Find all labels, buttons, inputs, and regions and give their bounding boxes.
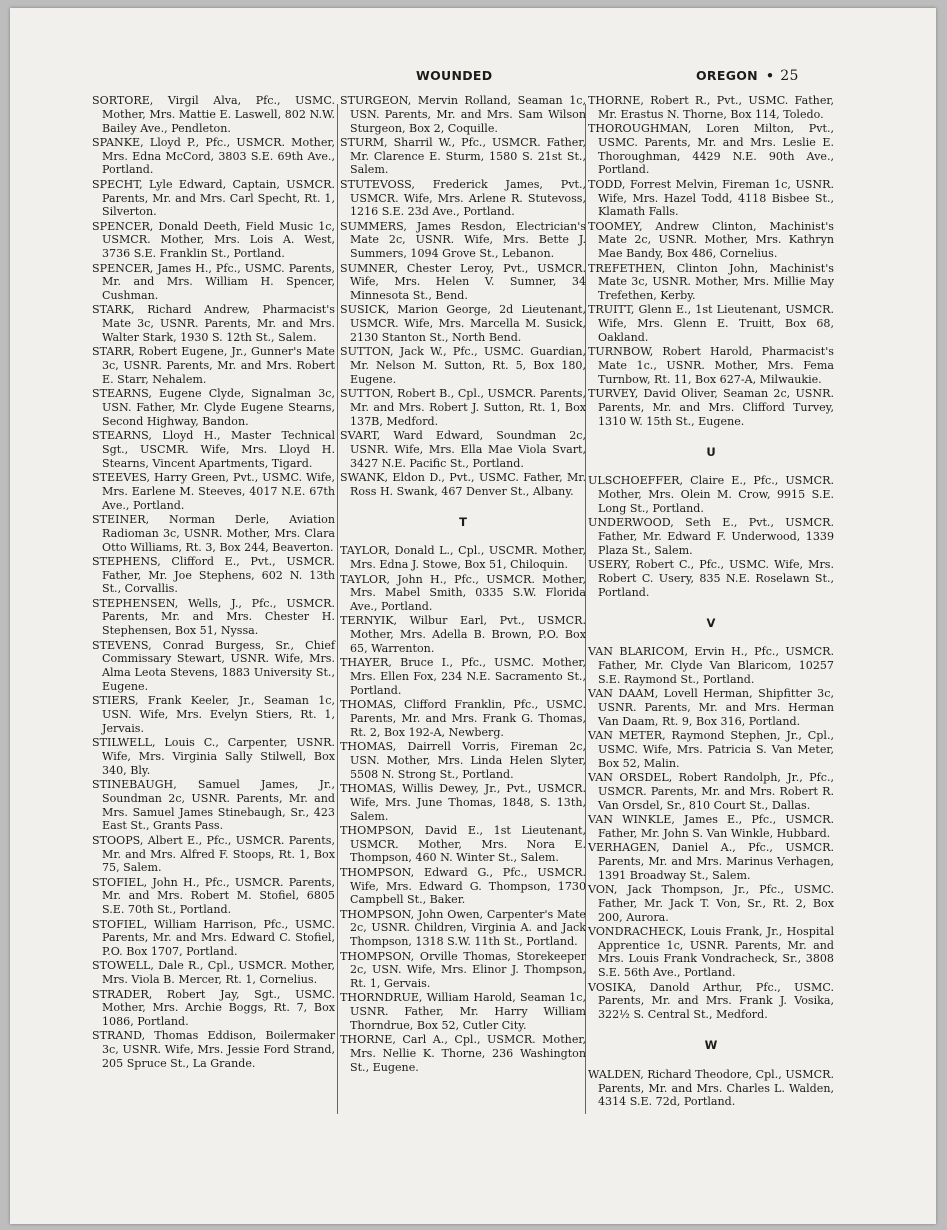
casualty-entry: TURVEY, David Oliver, Seaman 2c, USNR. Parents, Mr. and Mrs. Clifford Turvey, 1310 W. 15th St., Eugene. [588, 387, 834, 428]
casualty-entry: TOOMEY, Andrew Clinton, Machinist's Mate 2c, USNR. Mother, Mrs. Kathryn Mae Bandy, Box 486, Cornelius. [588, 219, 834, 261]
casualty-entry: SPECHT, Lyle Edward, Captain, USMCR. Parents, Mr. and Mrs. Carl Specht, Rt. 1, Silverton. [92, 177, 335, 219]
casualty-entry: TODD, Forrest Melvin, Fireman 1c, USNR. Wife, Mrs. Hazel Todd, 4118 Bisbee St., Klamath Falls. [588, 177, 834, 219]
casualty-entry: SUSICK, Marion George, 2d Lieutenant, USMCR. Wife, Mrs. Marcella M. Susick, 2130 Stanton St., North Bend. [340, 303, 586, 345]
casualty-entry: STILWELL, Louis C., Carpenter, USNR. Wife, Mrs. Virginia Sally Stilwell, Box 340, Bly. [92, 736, 335, 777]
section-letter-heading: T [459, 514, 467, 529]
casualty-entry: USERY, Robert C., Pfc., USMC. Wife, Mrs. Robert C. Usery, 835 N.E. Roselawn St., Portland. [588, 558, 834, 599]
page-header [10, 68, 936, 88]
casualty-entry: ULSCHOEFFER, Claire E., Pfc., USMCR. Mother, Mrs. Olein M. Crow, 9915 S.E. Long St., Portland. [588, 474, 834, 516]
casualty-entry: STURM, Sharril W., Pfc., USMCR. Father, Mr. Clarence E. Sturm, 1580 S. 21st St., Salem. [340, 135, 586, 177]
section-letter-heading: U [706, 444, 716, 459]
casualty-entry: THORNE, Robert R., Pvt., USMC. Father, Mr. Erastus N. Thorne, Box 114, Toledo. [588, 94, 834, 121]
casualty-entry: THOMPSON, David E., 1st Lieutenant, USMCR. Mother, Mrs. Nora E. Thompson, 460 N. Winter St., Salem. [340, 823, 586, 865]
casualty-entry: SPENCER, James H., Pfc., USMC. Parents, Mr. and Mrs. William H. Spencer, Cushman. [92, 261, 335, 303]
section-letter-heading: W [704, 1037, 718, 1052]
casualty-entry: SWANK, Eldon D., Pvt., USMC. Father, Mr. Ross H. Swank, 467 Denver St., Albany. [340, 471, 586, 498]
casualty-entry: WALDEN, Richard Theodore, Cpl., USMCR. Parents, Mr. and Mrs. Charles L. Walden, 4314 S.E. 72d, Portland. [588, 1067, 834, 1109]
casualty-entry: STRAND, Thomas Eddison, Boilermaker 3c, USNR. Wife, Mrs. Jessie Ford Strand, 205 Spruce St., La Grande. [92, 1029, 335, 1070]
casualty-entry: TREFETHEN, Clinton John, Machinist's Mate 3c, USNR. Mother, Mrs. Millie May Trefethen, Kerby. [588, 261, 834, 303]
casualty-entry: VOSIKA, Danold Arthur, Pfc., USMC. Parents, Mr. and Mrs. Frank J. Vosika, 322½ S. Central St., Medford. [588, 980, 834, 1022]
casualty-entry: UNDERWOOD, Seth E., Pvt., USMCR. Father, Mr. Edward F. Underwood, 1339 Plaza St., Salem. [588, 516, 834, 557]
state-title: OREGON [696, 68, 758, 83]
casualty-entry: STUTEVOSS, Frederick James, Pvt., USMCR. Wife, Mrs. Arlene R. Stutevoss, 1216 S.E. 23d Ave., Portland. [340, 177, 586, 219]
casualty-entry: SUMNER, Chester Leroy, Pvt., USMCR. Wife, Mrs. Helen V. Sumner, 34 Minnesota St., Bend. [340, 261, 586, 303]
casualty-entry: STEPHENSEN, Wells, J., Pfc., USMCR. Parents, Mr. and Mrs. Chester H. Stephensen, Box 51, Nyssa. [92, 596, 335, 638]
casualty-entry: STRADER, Robert Jay, Sgt., USMC. Mother, Mrs. Archie Boggs, Rt. 7, Box 1086, Portland. [92, 987, 335, 1029]
casualty-entry: SORTORE, Virgil Alva, Pfc., USMC. Mother, Mrs. Mattie E. Laswell, 802 N.W. Bailey Ave., Pendleton. [92, 94, 335, 135]
casualty-entry: SPENCER, Donald Deeth, Field Music 1c, USMCR. Mother, Mrs. Lois A. West, 3736 S.E. Franklin St., Portland. [92, 219, 335, 261]
casualty-entry: VONDRACHECK, Louis Frank, Jr., Hospital Apprentice 1c, USNR. Parents, Mr. and Mrs. Louis Frank Vondracheck, Sr., 3808 S.E. 56th Ave., Portland. [588, 924, 834, 980]
document-page [10, 8, 936, 1224]
casualty-entry: STEINER, Norman Derle, Aviation Radioman 3c, USNR. Mother, Mrs. Clara Otto Williams, Rt. 3, Box 244, Beaverton. [92, 512, 335, 554]
casualty-entry: STOFIEL, John H., Pfc., USMCR. Parents, Mr. and Mrs. Robert M. Stofiel, 6805 S.E. 70th St., Portland. [92, 875, 335, 917]
casualty-entry: THORNDRUE, William Harold, Seaman 1c, USNR. Father, Mr. Harry William Thorndrue, Box 52, Cutler City. [340, 991, 586, 1032]
casualty-entry: STEVENS, Conrad Burgess, Sr., Chief Commissary Stewart, USNR. Wife, Mrs. Alma Leota Stevens, 1883 University St., Eugene. [92, 638, 335, 693]
casualty-entry: TURNBOW, Robert Harold, Pharmacist's Mate 1c., USNR. Mother, Mrs. Fema Turnbow, Rt. 11, Box 627-A, Milwaukie. [588, 345, 834, 386]
casualty-entry: TERNYIK, Wilbur Earl, Pvt., USMCR. Mother, Mrs. Adella B. Brown, P.O. Box 65, Warrenton. [340, 614, 586, 655]
page-number: 25 [780, 68, 799, 84]
casualty-entry: STEEVES, Harry Green, Pvt., USMC. Wife, Mrs. Earlene M. Steeves, 4017 N.E. 67th Ave., Portland. [92, 471, 335, 512]
header-right [696, 68, 799, 84]
casualty-entry: STOWELL, Dale R., Cpl., USMCR. Mother, Mrs. Viola B. Mercer, Rt. 1, Cornelius. [92, 959, 335, 987]
casualty-entry: VERHAGEN, Daniel A., Pfc., USMCR. Parents, Mr. and Mrs. Marinus Verhagen, 1391 Broadway St., Salem. [588, 841, 834, 882]
casualty-entry: THOMPSON, John Owen, Carpenter's Mate 2c, USNR. Children, Virginia A. and Jack Thompson, 1318 S.W. 11th St., Portland. [340, 907, 586, 949]
casualty-entry: STOFIEL, William Harrison, Pfc., USMC. Parents, Mr. and Mrs. Edward C. Stofiel, P.O. Box 1707, Portland. [92, 917, 335, 959]
casualty-entry: STOOPS, Albert E., Pfc., USMCR. Parents, Mr. and Mrs. Alfred F. Stoops, Rt. 1, Box 75, Salem. [92, 833, 335, 875]
bullet-icon: • [765, 68, 775, 83]
casualty-entry: SVART, Ward Edward, Soundman 2c, USNR. Wife, Mrs. Ella Mae Viola Svart, 3427 N.E. Pacific St., Portland. [340, 429, 586, 470]
section-letter-heading: V [706, 615, 716, 630]
casualty-entry: SUMMERS, James Resdon, Electrician's Mate 2c, USNR. Wife, Mrs. Bette J. Summers, 1094 Grove St., Lebanon. [340, 219, 586, 261]
casualty-entry: THAYER, Bruce I., Pfc., USMC. Mother, Mrs. Ellen Fox, 234 N.E. Sacramento St., Portland. [340, 656, 586, 697]
casualty-entry: SUTTON, Robert B., Cpl., USMCR. Parents, Mr. and Mrs. Robert J. Sutton, Rt. 1, Box 137B, Medford. [340, 387, 587, 428]
casualty-entry: TAYLOR, John H., Pfc., USMCR. Mother, Mrs. Mabel Smith, 0335 S.W. Florida Ave., Portland. [340, 572, 586, 614]
casualty-entry: STARK, Richard Andrew, Pharmacist's Mate 3c, USNR. Parents, Mr. and Mrs. Walter Stark, 1930 S. 12th St., Salem. [92, 303, 335, 345]
casualty-entry: STEARNS, Lloyd H., Master Technical Sgt., USCMR. Wife, Mrs. Lloyd H. Stearns, Vincent Apartments, Tigard. [92, 429, 335, 470]
casualty-entry: STEARNS, Eugene Clyde, Signalman 3c, USN. Father, Mr. Clyde Eugene Stearns, Second Highway, Bandon. [92, 387, 335, 428]
column-divider-1 [337, 104, 338, 1114]
casualty-entry: THORNE, Carl A., Cpl., USMCR. Mother, Mrs. Nellie K. Thorne, 236 Washington St., Eugene. [340, 1033, 586, 1074]
casualty-entry: TAYLOR, Donald L., Cpl., USCMR. Mother, Mrs. Edna J. Stowe, Box 51, Chiloquin. [340, 544, 586, 572]
casualty-entry: SPANKE, Lloyd P., Pfc., USMCR. Mother, Mrs. Edna McCord, 3803 S.E. 69th Ave., Portland. [92, 135, 335, 177]
casualty-entry: VON, Jack Thompson, Jr., Pfc., USMC. Father, Mr. Jack T. Von, Sr., Rt. 2, Box 200, Aurora. [588, 882, 834, 924]
column-2 [340, 94, 586, 1075]
casualty-entry: THOMAS, Clifford Franklin, Pfc., USMC. Parents, Mr. and Mrs. Frank G. Thomas, Rt. 2, Box 192-A, Newberg. [340, 698, 586, 739]
casualty-entry: STURGEON, Mervin Rolland, Seaman 1c, USN. Parents, Mr. and Mrs. Sam Wilson Sturgeon, Box 2, Coquille. [340, 94, 586, 135]
casualty-entry: VAN DAAM, Lovell Herman, Shipfitter 3c, USNR. Parents, Mr. and Mrs. Herman Van Daam, Rt. 9, Box 316, Portland. [588, 687, 834, 728]
casualty-entry: THOMPSON, Edward G., Pfc., USMCR. Wife, Mrs. Edward G. Thompson, 1730 Campbell St., Baker. [340, 865, 586, 907]
casualty-entry: THOMAS, Willis Dewey, Jr., Pvt., USMCR. Wife, Mrs. June Thomas, 1848, S. 13th, Salem. [340, 781, 586, 823]
column-3 [588, 94, 834, 1110]
casualty-entry: THOMAS, Dairrell Vorris, Fireman 2c, USN. Mother, Mrs. Linda Helen Slyter, 5508 N. Strong St., Portland. [340, 740, 586, 781]
casualty-entry: VAN WINKLE, James E., Pfc., USMCR. Father, Mr. John S. Van Winkle, Hubbard. [588, 812, 834, 840]
casualty-entry: VAN BLARICOM, Ervin H., Pfc., USMCR. Father, Mr. Clyde Van Blaricom, 10257 S.E. Raymond St., Portland. [588, 645, 834, 686]
casualty-entry: TRUITT, Glenn E., 1st Lieutenant, USMCR. Wife, Mrs. Glenn E. Truitt, Box 68, Oakland. [588, 303, 834, 345]
column-1 [92, 94, 335, 1071]
casualty-entry: THOROUGHMAN, Loren Milton, Pvt., USMC. Parents, Mr. and Mrs. Leslie E. Thoroughman, 4429 N.E. 90th Ave., Portland. [588, 122, 834, 177]
section-title: WOUNDED [416, 68, 493, 83]
casualty-entry: SUTTON, Jack W., Pfc., USMC. Guardian, Mr. Nelson M. Sutton, Rt. 5, Box 180, Eugene. [340, 345, 586, 386]
casualty-entry: VAN ORSDEL, Robert Randolph, Jr., Pfc., USMCR. Parents, Mr. and Mrs. Robert R. Van Orsdel, Sr., 810 Court St., Dallas. [588, 771, 834, 812]
casualty-entry: STIERS, Frank Keeler, Jr., Seaman 1c, USN. Wife, Mrs. Evelyn Stiers, Rt. 1, Jervais. [92, 694, 335, 735]
casualty-entry: VAN METER, Raymond Stephen, Jr., Cpl., USMC. Wife, Mrs. Patricia S. Van Meter, Box 52, Malin. [588, 729, 834, 770]
casualty-entry: STARR, Robert Eugene, Jr., Gunner's Mate 3c, USNR. Parents, Mr. and Mrs. Robert E. Starr, Nehalem. [92, 345, 335, 386]
casualty-entry: THOMPSON, Orville Thomas, Storekeeper 2c, USN. Wife, Mrs. Elinor J. Thompson, Rt. 1, Gervais. [340, 949, 586, 991]
casualty-entry: STEPHENS, Clifford E., Pvt., USMCR. Father, Mr. Joe Stephens, 602 N. 13th St., Corvallis. [92, 554, 335, 596]
casualty-entry: STINEBAUGH, Samuel James, Jr., Soundman 2c, USNR. Parents, Mr. and Mrs. Samuel James Stinebaugh, Sr., 423 East St., Grants Pass. [92, 778, 335, 833]
